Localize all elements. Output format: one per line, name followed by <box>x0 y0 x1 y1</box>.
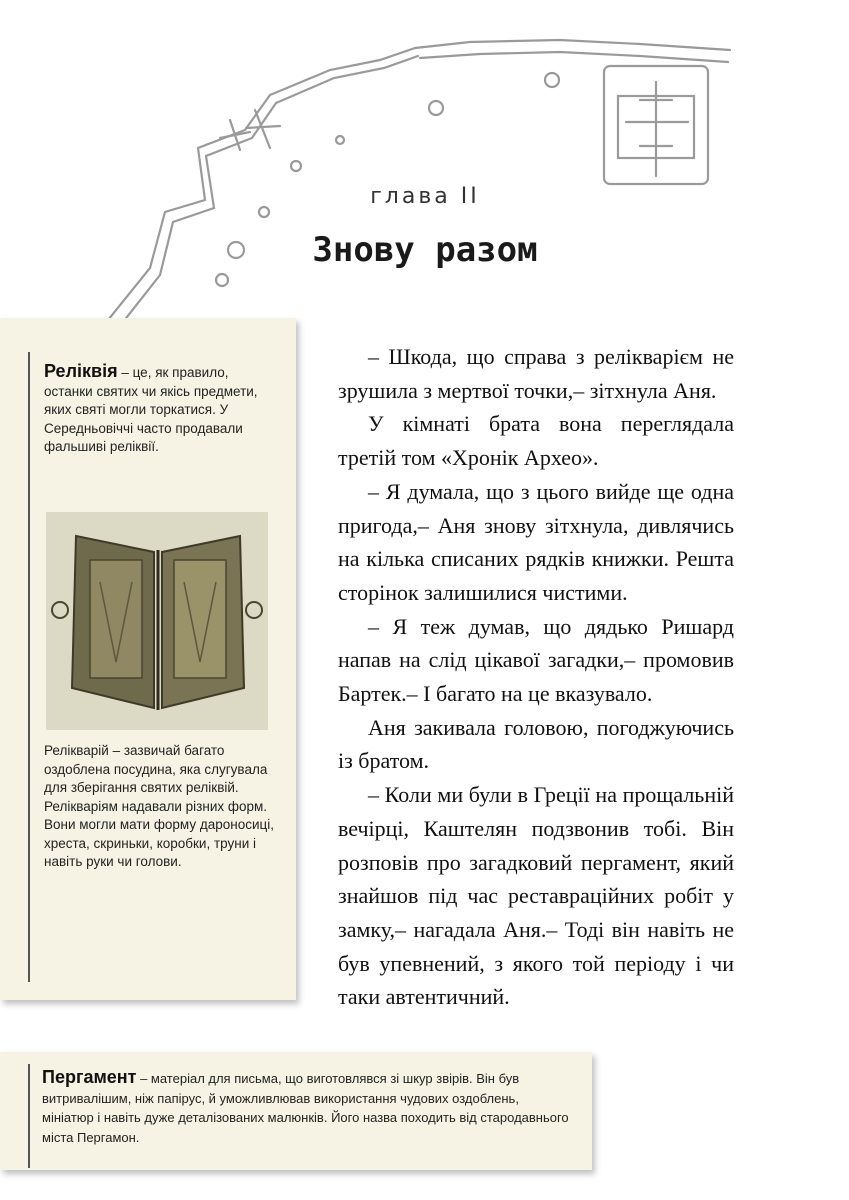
parchment-term: Пергамент <box>42 1067 137 1087</box>
sidebar-rule <box>28 352 30 982</box>
parchment-note <box>42 1068 574 1147</box>
caption-term: Релікварій <box>44 743 109 758</box>
paragraph: – Коли ми були в Греції на прощальній вечірці, Каштелян подзвонив тобі. Він розповів про загадковий пергамент, який знайшов під час реставраційних робіт у замку,– нагадала Аня.– Тоді він навіть не був упевнений, з якого той періоду і чи таки автентичний. <box>338 782 734 1010</box>
relic-definition: – це, як правило, останки святих чи якісь предмети, яких святі могли торкатися. У Середньовіччі часто продавали фальшиві реліквії. <box>44 365 258 454</box>
paragraph: У кімнаті брата вона переглядала третій том «Хронік Архео». <box>338 411 734 471</box>
sidebar-box <box>0 318 296 1000</box>
chapter-title: Знову разом <box>312 230 538 270</box>
chapter-label: глава II <box>370 184 480 209</box>
relic-term: Реліквія <box>44 361 118 381</box>
parchment-footnote-box <box>0 1052 592 1170</box>
reliquary-photo <box>46 512 268 730</box>
caption-text: – зазвичай багато оздоблена посудина, яка слугувала для зберігання святих реліквій. Релікваріям надавали різних форм. Вони могли мати форму дароносиці, хреста, скриньки, коробки, труни і навіть руки чи голови. <box>44 743 275 869</box>
paragraph: – Я теж думав, що дядько Ришард напав на слід цікавої загадки,– промовив Бартек.– І багато на це вказувало. <box>338 613 734 707</box>
parchment-definition: – матеріал для письма, що виготовлявся зі шкур звірів. Він був витривалішим, ніж папірус, й уможливлював використання чудових оздоблень, мініатюр і навіть дуже деталізованих малюнків. Його назва походить від стародавнього міста Пергамон. <box>42 1071 569 1145</box>
story-text <box>338 340 734 1014</box>
reliquary-caption <box>44 742 280 872</box>
paragraph: – Я думала, що з цього вийде ще одна пригода,– Аня знову зітхнула, дивлячись на кілька списаних рядків книжки. Решта сторінок залишилися чистими. <box>338 478 734 605</box>
paragraph: – Шкода, що справа з релікварієм не зрушила з мертвої точки,– зітхнула Аня. <box>338 344 734 403</box>
paragraph: Аня закивала головою, погоджуючись із братом. <box>338 714 734 774</box>
relic-note <box>44 362 280 457</box>
footnote-rule <box>28 1064 30 1168</box>
